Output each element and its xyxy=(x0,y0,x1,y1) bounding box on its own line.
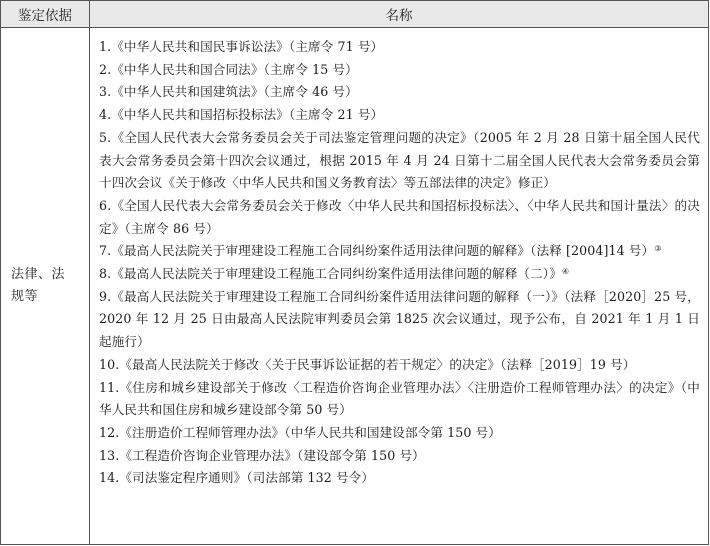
list-item xyxy=(99,195,700,240)
entry-text: 12.《注册造价工程师管理办法》（中华人民共和国建设部令第 150 号） xyxy=(99,424,501,440)
list-item xyxy=(99,422,700,445)
entry-text: 1.《中华人民共和国民事诉讼法》（主席令 71 号） xyxy=(99,39,384,54)
entry-text: 5.《全国人民代表大会常务委员会关于司法鉴定管理问题的决定》（2005 年 2 月 28 日第十届全国人民代表大会常务委员会第十四次会议通过，根据 2015 年 4 月 24 日第十二届全国人民代表大会常务委员会第十四次会议《关于修改〈中华人民共和国义务教育法〉等五部法律的决定》修正） xyxy=(99,129,700,191)
list-item xyxy=(99,377,700,422)
list-item xyxy=(99,467,700,490)
list-item xyxy=(99,59,700,82)
list-item xyxy=(99,354,700,377)
basis-label-line1: 法律、法 xyxy=(11,267,66,282)
header-name: 名称 xyxy=(90,1,709,28)
list-item xyxy=(99,286,700,354)
list-item xyxy=(99,240,700,263)
entry-text: 2.《中华人民共和国合同法》（主席令 15 号） xyxy=(99,61,358,77)
list-item xyxy=(99,104,700,127)
entry-text: 10.《最高人民法院关于修改〈关于民事诉讼证据的若干规定〉的决定》（法释［2019］19 号） xyxy=(99,356,636,372)
list-item xyxy=(99,263,700,286)
footnote-marker: ④ xyxy=(561,267,570,277)
entry-text: 14.《司法鉴定程序通则》（司法部第 132 号令） xyxy=(99,470,375,486)
entry-text: 8.《最高人民法院关于审理建设工程施工合同纠纷案件适用法律问题的解释（二）》 xyxy=(99,266,562,282)
table-row xyxy=(1,28,709,545)
entry-text: 6.《全国人民代表大会常务委员会关于修改〈中华人民共和国招标投标法〉、〈中华人民共和国计量法〉的决定》（主席令 86 号） xyxy=(99,197,700,236)
list-item xyxy=(99,445,700,468)
entry-text: 7.《最高人民法院关于审理建设工程施工合同纠纷案件适用法律问题的解释》（法释 [2004]14 号） xyxy=(99,243,655,259)
entry-text: 3.《中华人民共和国建筑法》（主席令 46 号） xyxy=(99,84,358,100)
basis-cell xyxy=(1,28,90,545)
entries-cell xyxy=(90,28,709,545)
entry-text: 4.《中华人民共和国招标投标法》（主席令 21 号） xyxy=(99,107,384,123)
list-item xyxy=(99,127,700,195)
table-header-row xyxy=(1,1,709,28)
header-basis: 鉴定依据 xyxy=(1,1,90,28)
list-item xyxy=(99,81,700,104)
list-item xyxy=(99,36,700,59)
basis-label-line2: 规等 xyxy=(11,289,39,304)
footnote-marker: ③ xyxy=(654,244,662,254)
entry-text: 9.《最高人民法院关于审理建设工程施工合同纠纷案件适用法律问题的解释（一）》（法释［2020］25 号，2020 年 12 月 25 日由最高人民法院审判委员会第 1825 次会议通过，现予公布，自 2021 年 1 月 1 日起施行） xyxy=(99,288,700,350)
entry-text: 13.《工程造价咨询企业管理办法》（建设部令第 150 号） xyxy=(99,447,425,463)
entry-text: 11.《住房和城乡建设部关于修改〈工程造价咨询企业管理办法〉〈注册造价工程师管理办法〉的决定》（中华人民共和国住房和城乡建设部令第 50 号） xyxy=(99,379,700,418)
